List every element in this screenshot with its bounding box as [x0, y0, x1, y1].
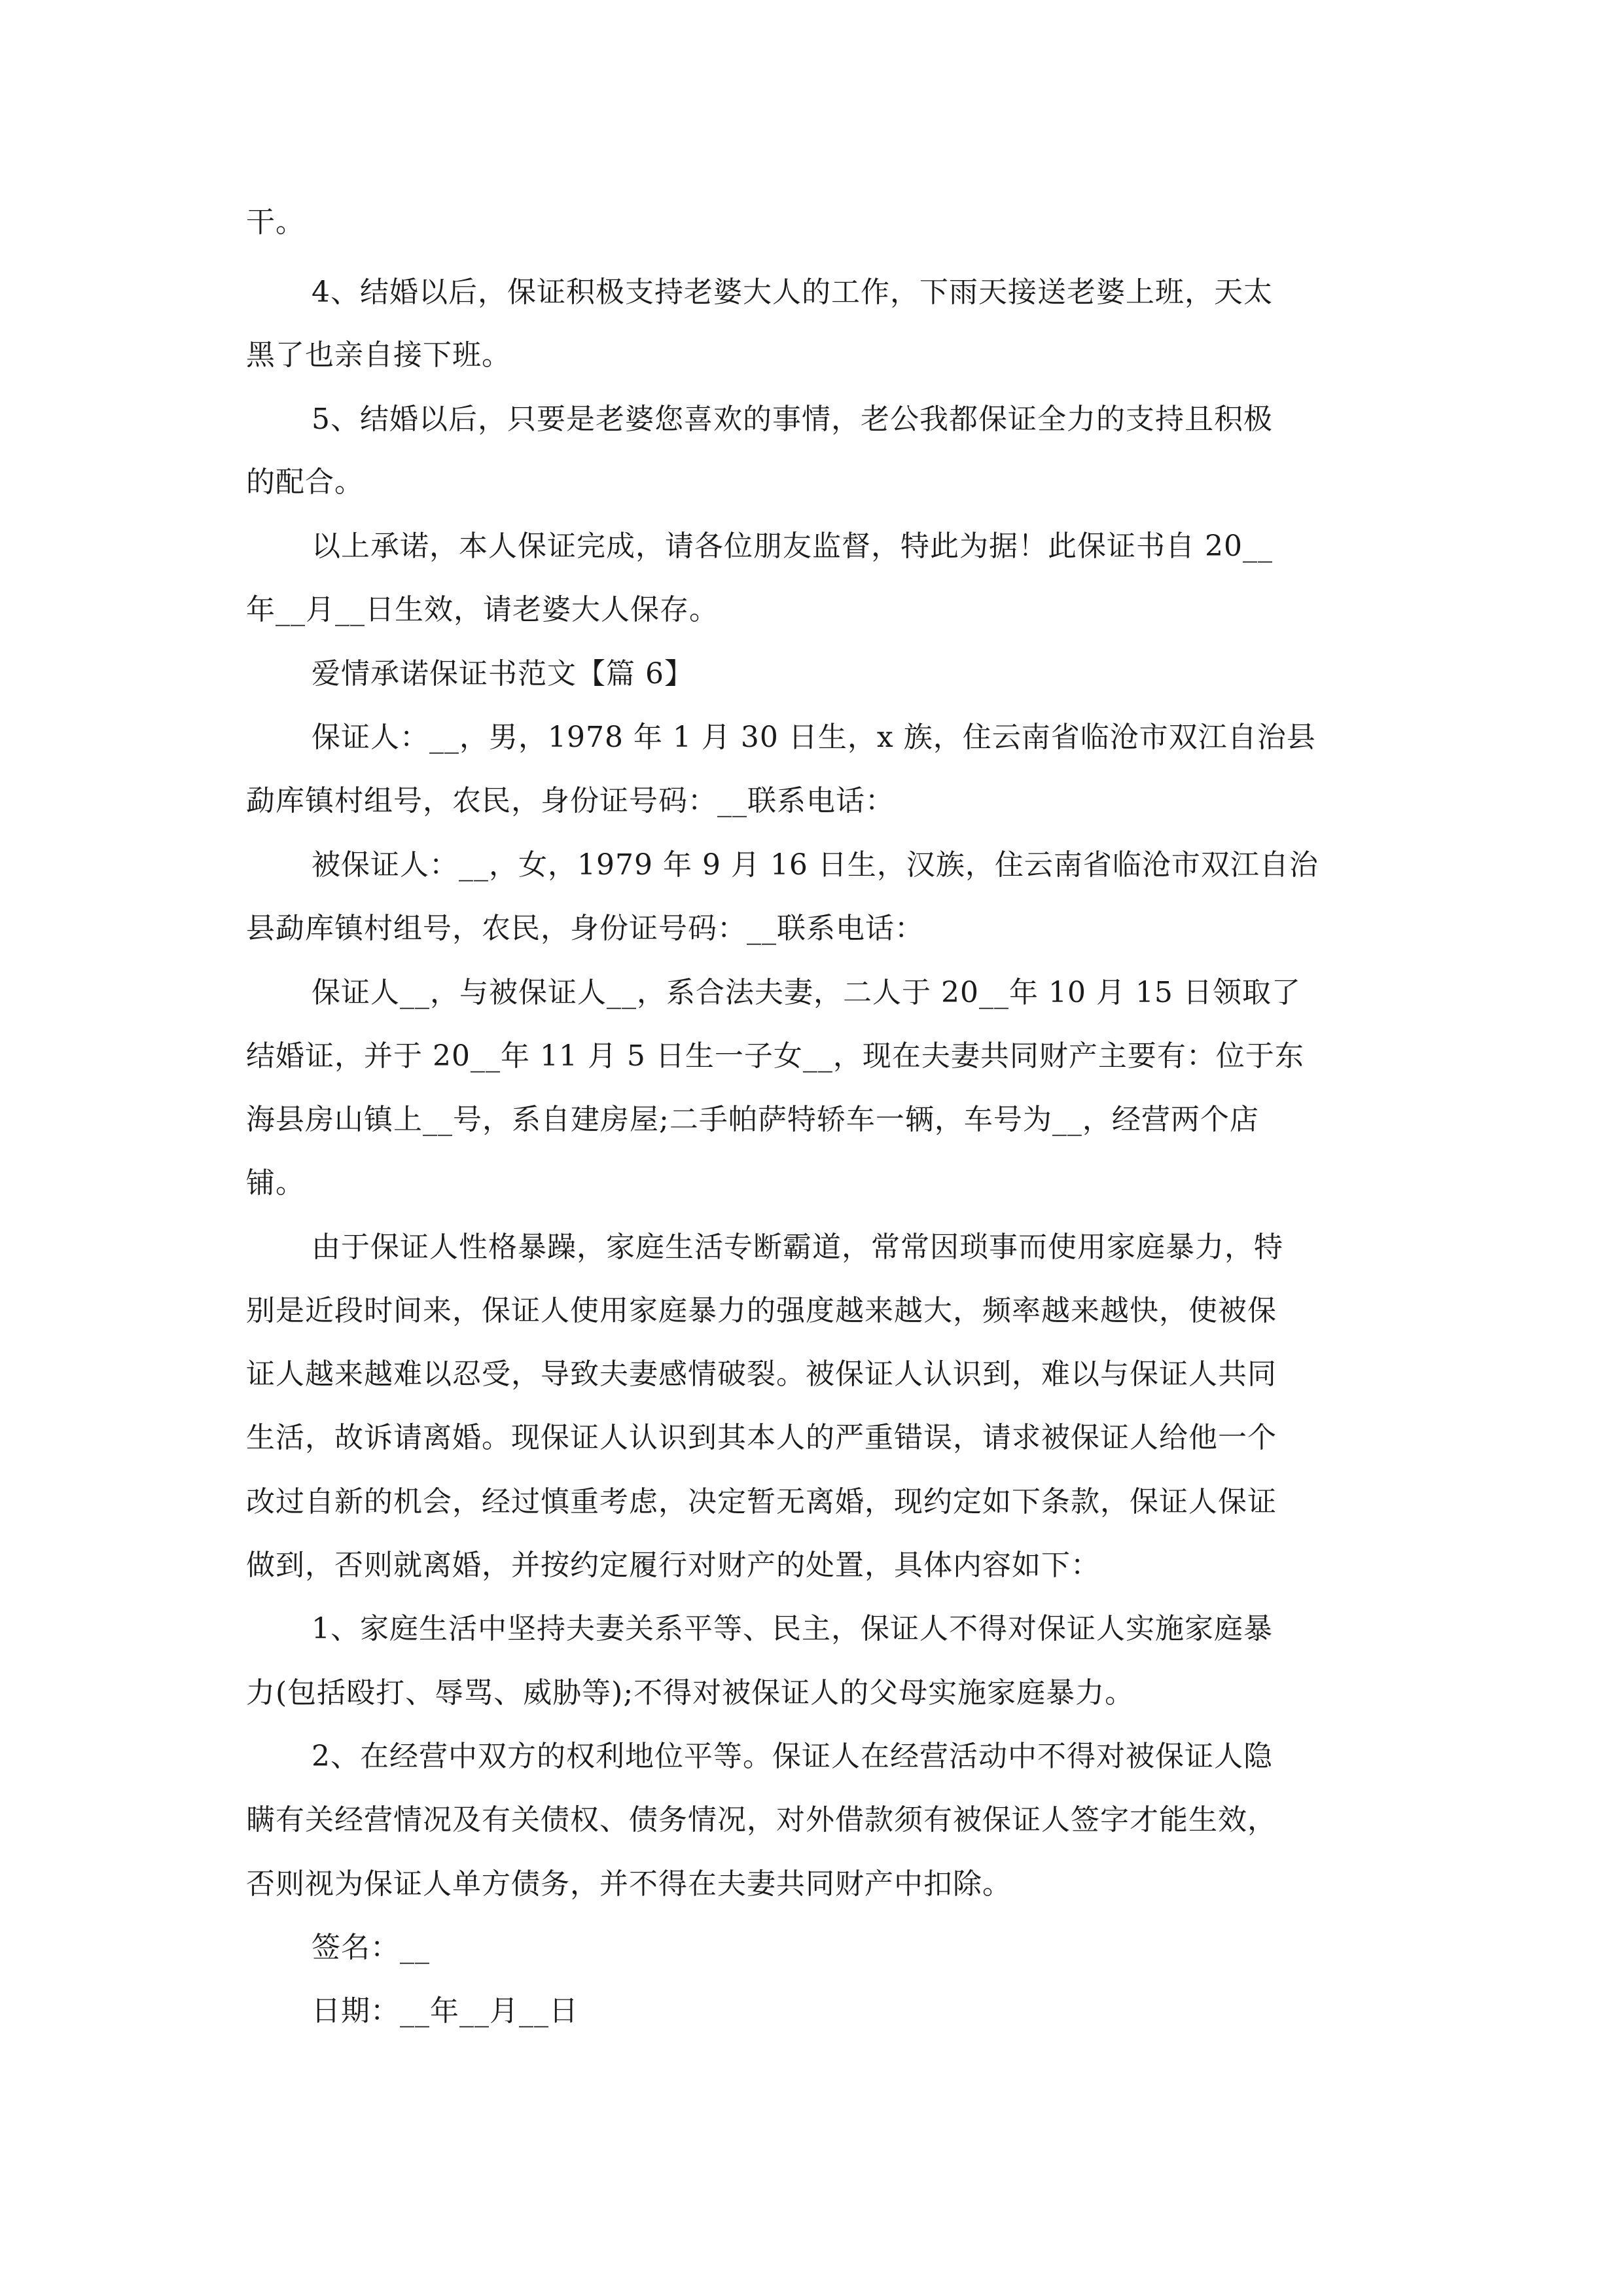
text-line-11: 被保证人：__，女，1979 年 9 月 16 日生，汉族，住云南省临沧市双江自治: [312, 848, 1319, 882]
text-line-17: 由于保证人性格暴躁，家庭生活专断霸道，常常因琐事而使用家庭暴力，特: [312, 1230, 1283, 1264]
text-line-5: 的配合。: [246, 465, 364, 499]
text-line-7: 年__月__日生效，请老婆大人保存。: [246, 593, 719, 626]
text-line-13: 保证人__，与被保证人__，系合法夫妻，二人于 20__年 10 月 15 日领取了: [312, 976, 1301, 1009]
text-line-1: 干。: [246, 206, 305, 239]
text-line-9: 保证人：__，男，1978 年 1 月 30 日生，x 族，住云南省临沧市双江自治县: [312, 721, 1316, 754]
text-line-25: 2、在经营中双方的权利地位平等。保证人在经营活动中不得对被保证人隐: [312, 1740, 1273, 1773]
text-line-2: 4、结婚以后，保证积极支持老婆大人的工作，下雨天接送老婆上班，天太: [312, 276, 1273, 309]
text-line-21: 改过自新的机会，经过慎重考虑，决定暂无离婚，现约定如下条款，保证人保证: [246, 1485, 1277, 1518]
text-line-15: 海县房山镇上__号，系自建房屋;二手帕萨特轿车一辆，车号为__，经营两个店: [246, 1103, 1259, 1136]
text-line-24: 力(包括殴打、辱骂、威胁等);不得对被保证人的父母实施家庭暴力。: [246, 1676, 1135, 1710]
text-line-10: 勐库镇村组号，农民，身份证号码：__联系电话：: [246, 784, 895, 817]
text-line-14: 结婚证，并于 20__年 11 月 5 日生一子女__，现在夫妻共同财产主要有：位于东: [246, 1039, 1304, 1073]
text-line-19: 证人越来越难以忍受，导致夫妻感情破裂。被保证人认识到，难以与保证人共同: [246, 1357, 1277, 1391]
text-line-12: 县勐库镇村组号，农民，身份证号码：__联系电话：: [246, 912, 924, 945]
text-line-6: 以上承诺，本人保证完成，请各位朋友监督，特此为据！此保证书自 20__: [312, 529, 1273, 563]
signature-line: 签名：__: [312, 1931, 430, 1964]
date-line: 日期：__年__月__日: [312, 1994, 579, 2028]
text-line-26: 瞒有关经营情况及有关债权、债务情况，对外借款须有被保证人签字才能生效，: [246, 1803, 1277, 1837]
text-line-20: 生活，故诉请离婚。现保证人认识到其本人的严重错误，请求被保证人给他一个: [246, 1421, 1277, 1454]
text-line-3: 黑了也亲自接下班。: [246, 338, 511, 372]
text-line-23: 1、家庭生活中坚持夫妻关系平等、民主，保证人不得对保证人实施家庭暴: [312, 1612, 1273, 1645]
text-line-4: 5、结婚以后，只要是老婆您喜欢的事情，老公我都保证全力的支持且积极: [312, 403, 1273, 436]
text-line-16: 铺。: [246, 1166, 305, 1200]
text-line-18: 别是近段时间来，保证人使用家庭暴力的强度越来越大，频率越来越快，使被保: [246, 1294, 1277, 1327]
text-line-22: 做到，否则就离婚，并按约定履行对财产的处置，具体内容如下：: [246, 1549, 1100, 1582]
section-title: 爱情承诺保证书范文【篇 6】: [312, 657, 694, 691]
text-line-27: 否则视为保证人单方债务，并不得在夫妻共同财产中扣除。: [246, 1867, 1012, 1901]
